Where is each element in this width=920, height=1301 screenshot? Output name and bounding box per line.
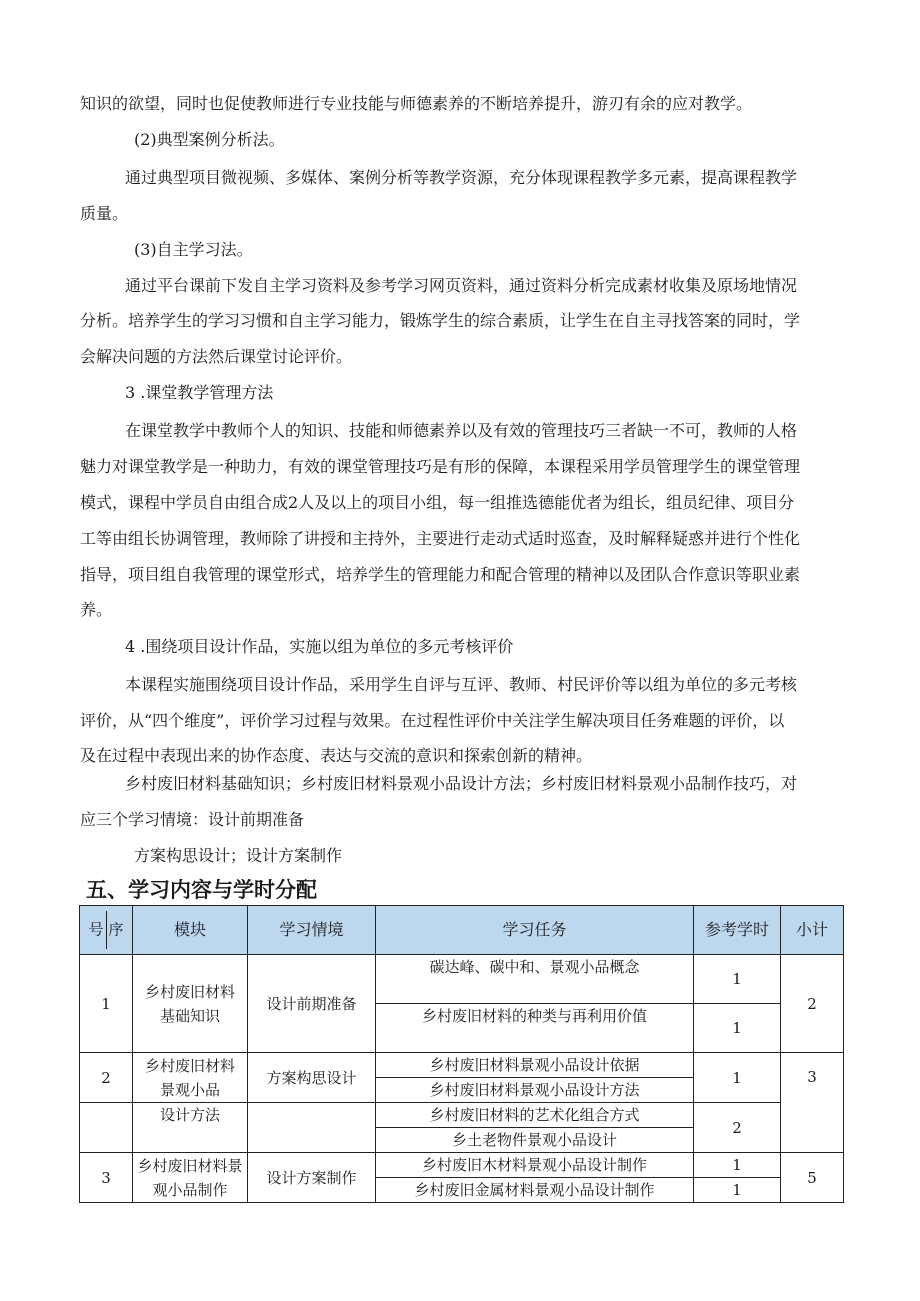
row2b-task1: 乡村废旧材料的艺术化组合方式	[376, 1103, 694, 1128]
subheading-self-study: (3)自主学习法。	[134, 240, 253, 259]
row1-situation: 设计前期准备	[248, 955, 376, 1053]
row1-task2: 乡村废旧材料的种类与再利用价值	[376, 1004, 694, 1053]
row2-hours: 1	[694, 1053, 781, 1103]
row1-module: 乡村废旧材料基础知识	[133, 955, 248, 1053]
row3-hours2: 1	[694, 1178, 781, 1203]
row3-subtotal: 5	[781, 1153, 844, 1203]
row2-module: 乡村废旧材料景观小品	[133, 1053, 248, 1103]
subheading-case-analysis: (2)典型案例分析法。	[134, 130, 285, 149]
table-row	[80, 1153, 844, 1178]
header-module: 模块	[133, 906, 248, 955]
row2-task2: 乡村废旧材料景观小品设计方法	[376, 1078, 694, 1103]
row2b-hours: 2	[694, 1103, 781, 1153]
paragraph-line: 在课堂教学中教师个人的知识、技能和师德素养以及有效的管理技巧三者缺一不可，教师的人格	[125, 421, 798, 440]
header-situation: 学习情境	[248, 906, 376, 955]
row1-subtotal: 2	[781, 955, 844, 1053]
row2b-module: 设计方法	[133, 1103, 248, 1153]
row2b-situation	[248, 1103, 376, 1153]
paragraph-line: 魅力对课堂教学是一种助力，有效的课堂管理技巧是有形的保障，本课程采用学员管理学生的课堂管理	[80, 457, 801, 476]
row3-situation: 设计方案制作	[248, 1153, 376, 1203]
row3-module: 乡村废旧材料景观小品制作	[133, 1153, 248, 1203]
section-title: 五、学习内容与学时分配	[86, 878, 317, 902]
row3-no: 3	[80, 1153, 133, 1203]
paragraph-line: 会解决问题的方法然后课堂讨论评价。	[80, 347, 353, 366]
paragraph-line: 工等由组长协调管理，教师除了讲授和主持外，主要进行走动式适时巡查，及时解释疑惑并进行个性化	[80, 529, 801, 548]
paragraph-line: 乡村废旧材料基础知识；乡村废旧材料景观小品设计方法；乡村废旧材料景观小品制作技巧，对	[125, 774, 798, 793]
paragraph-line: 养。	[80, 600, 113, 619]
row2b-task2: 乡土老物件景观小品设计	[376, 1128, 694, 1153]
paragraph-line: 及在过程中表现出来的协作态度、表达与交流的意识和探索创新的精神。	[80, 746, 593, 765]
subheading-assessment: 4 .围绕项目设计作品，实施以组为单位的多元考核评价	[125, 637, 514, 656]
paragraph-line: 知识的欲望，同时也促使教师进行专业技能与师德素养的不断培养提升，游刃有余的应对教学。	[80, 94, 753, 113]
paragraph-line: 通过典型项目微视频、多媒体、案例分析等教学资源，充分体现课程教学多元素，提高课程教学	[125, 168, 798, 187]
row3-hours1: 1	[694, 1153, 781, 1178]
table-header-row	[80, 906, 844, 955]
row1-task1: 碳达峰、碳中和、景观小品概念	[376, 955, 694, 1004]
paragraph-line: 分析。培养学生的学习习惯和自主学习能力，锻炼学生的综合素质，让学生在自主寻找答案的同时，学	[80, 311, 801, 330]
paragraph-line: 质量。	[80, 204, 129, 223]
table-row	[80, 955, 844, 1004]
row3-task2: 乡村废旧金属材料景观小品设计制作	[376, 1178, 694, 1203]
row1-no: 1	[80, 955, 133, 1053]
table-row	[80, 1103, 844, 1128]
hours-table	[79, 905, 844, 1203]
paragraph-line: 通过平台课前下发自主学习资料及参考学习网页资料，通过资料分析完成素材收集及原场地情况	[125, 276, 798, 295]
header-seq	[80, 906, 133, 955]
row1-hours1: 1	[694, 955, 781, 1004]
header-seq-a: 号	[88, 920, 104, 939]
paragraph-line: 评价，从“四个维度”，评价学习过程与效果。在过程性评价中关注学生解决项目任务难题的评价，以	[80, 711, 785, 730]
table-row	[80, 1053, 844, 1078]
subheading-classroom-management: 3 .课堂教学管理方法	[125, 383, 274, 402]
row2-situation: 方案构思设计	[248, 1053, 376, 1103]
header-hours: 参考学时	[694, 906, 781, 955]
paragraph-line: 方案构思设计；设计方案制作	[134, 846, 343, 865]
header-subtotal: 小计	[781, 906, 844, 955]
row1-hours2: 1	[694, 1004, 781, 1053]
row2-no: 2	[80, 1053, 133, 1103]
row2-subtotal: 3	[781, 1053, 844, 1153]
header-seq-b: 序	[108, 920, 124, 939]
row2b-no	[80, 1103, 133, 1153]
paragraph-line: 本课程实施围绕项目设计作品，采用学生自评与互评、教师、村民评价等以组为单位的多元考核	[125, 675, 798, 694]
paragraph-line: 应三个学习情境：设计前期准备	[80, 810, 305, 829]
paragraph-line: 指导，项目组自我管理的课堂形式，培养学生的管理能力和配合管理的精神以及团队合作意识等职业素	[80, 565, 801, 584]
paragraph-line: 模式，课程中学员自由组合成2人及以上的项目小组，每一组推选德能优者为组长，组员纪律、项目分	[80, 493, 795, 512]
row3-task1: 乡村废旧木材料景观小品设计制作	[376, 1153, 694, 1178]
header-task: 学习任务	[376, 906, 694, 955]
row2-task1: 乡村废旧材料景观小品设计依据	[376, 1053, 694, 1078]
